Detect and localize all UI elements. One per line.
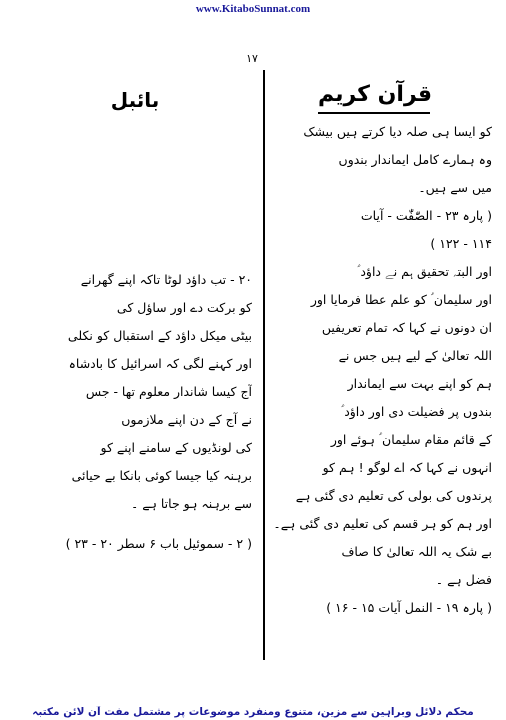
quran-title-underline (318, 112, 430, 114)
bible-line: کو برکت دے اور ساؤل کی (116, 300, 252, 315)
quran-line: بندوں پر فضیلت دی اور داؤد ؑ (341, 404, 492, 419)
bible-column-text (20, 266, 252, 558)
quran-line: اللہ تعالیٰ کے لیے ہیں جس نے (338, 348, 492, 363)
quran-line: پرندوں کی بولی کی تعلیم دی گئی ہے (295, 488, 492, 503)
bible-reference: ( ۲ - سموئیل باب ۶ سطر ۲۰ - ۲۳ ) (65, 536, 252, 551)
bible-line: بیٹی میکل داؤد کے استقبال کو نکلی (67, 328, 252, 343)
bible-line: اور کہنے لگی کہ اسرائیل کا بادشاہ (68, 356, 252, 371)
quran-column-title: قرآن کریم (317, 82, 433, 107)
quran-reference: ۱۱۴ - ۱۲۲ ) (430, 236, 492, 251)
site-url: www.KitaboSunnat.com (195, 3, 311, 15)
quran-line: ان دونوں نے کہا کہ تمام تعریفیں (321, 320, 492, 335)
quran-line: اور البتہ تحقیق ہم نے داؤد ؑ (357, 264, 492, 279)
quran-line: کے قائم مقام سلیمان ؑ ہوئے اور (330, 432, 492, 447)
quran-line: بے شک یہ اللہ تعالیٰ کا صاف (341, 544, 492, 559)
quran-line: ہم کو اپنے بہت سے ایماندار (347, 376, 492, 391)
quran-line: اور سلیمان ؑ کو علم عطا فرمایا اور (310, 292, 492, 307)
quran-line: وہ ہمارے کامل ایماندار بندوں (338, 152, 492, 167)
quran-reference: ( پارہ ۱۹ - النمل آیات ۱۵ - ۱۶ ) (326, 600, 492, 615)
quran-line: انہوں نے کہا کہ اے لوگو ! ہم کو (322, 460, 492, 475)
quran-line: اور ہم کو ہر قسم کی تعلیم دی گئی ہے۔ (273, 516, 492, 531)
bible-line: برہنہ کیا جیسا کوئی بانکا بے حیائی (71, 468, 252, 483)
spacer (20, 518, 252, 530)
quran-line: کو ایسا ہی صلہ دیا کرتے ہیں بیشک (303, 124, 492, 139)
bible-line: نے آج کے دن اپنے ملازموں (121, 412, 252, 427)
quran-column-text (272, 118, 492, 622)
footer-tagline: محکم دلائل وبراہین سے مزین، متنوع ومنفرد موضوعات پر مشتمل مفت آن لائن مکتبہ (32, 706, 474, 718)
bible-line: ۲۰ - تب داؤد لوٹا تاکہ اپنے گھرانے (80, 272, 252, 287)
bible-line: کی لونڈیوں کے سامنے اپنے کو (100, 440, 252, 455)
quran-line: فضل ہے ۔ (435, 572, 492, 587)
page-number: ۱۷ (246, 52, 258, 65)
column-divider (263, 70, 265, 660)
bible-line: سے برہنہ ہو جاتا ہے ۔ (130, 496, 252, 511)
bible-column-title: بائبل (110, 88, 160, 112)
quran-line: میں سے ہیں۔ (418, 180, 492, 195)
quran-reference: ( پارہ ۲۳ - الصّٰفّٰت - آیات (360, 208, 492, 223)
bible-line: آج کیسا شاندار معلوم تھا - جس (85, 384, 252, 399)
